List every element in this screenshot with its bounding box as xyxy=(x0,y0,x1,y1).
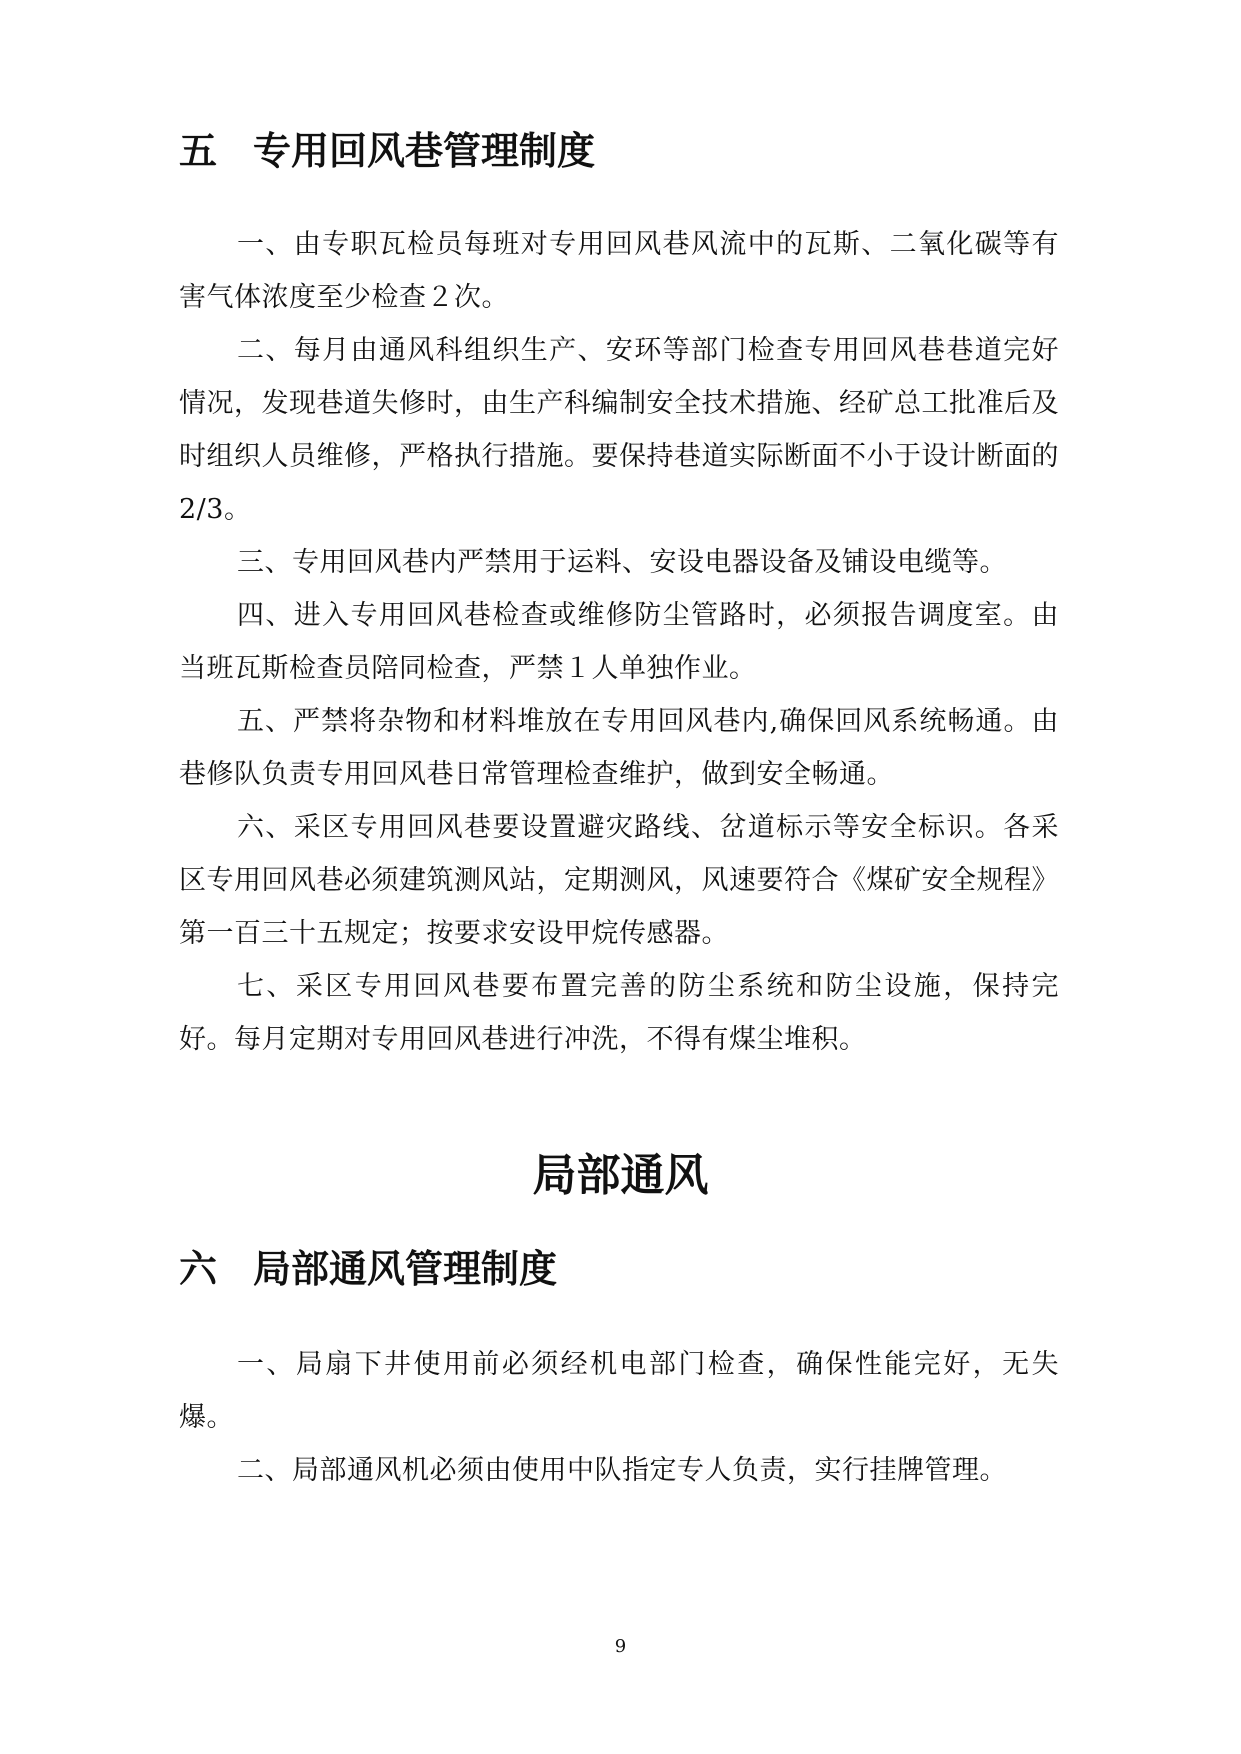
section5-paragraph-2: 二、每月由通风科组织生产、安环等部门检查专用回风巷巷道完好情况，发现巷道失修时，由生产科编制安全技术措施、经矿总工批准后及时组织人员维修，严格执行措施。要保持巷道实际断面不小于设计断面的2/3。 xyxy=(179,335,1059,525)
section5-paragraph-5: 五、严禁将杂物和材料堆放在专用回风巷内,确保回风系统畅通。由巷修队负责专用回风巷日常管理检查维护，做到安全畅通。 xyxy=(179,706,1059,790)
section6-heading-block xyxy=(179,1245,1059,1293)
section6-paragraph-1: 一、局扇下井使用前必须经机电部门检查，确保性能完好，无失爆。 xyxy=(179,1349,1059,1433)
section6-number: 六 xyxy=(179,1247,218,1291)
section5-heading-block xyxy=(179,127,1059,175)
section5-paragraph-1: 一、由专职瓦检员每班对专用回风巷风流中的瓦斯、二氧化碳等有害气体浓度至少检查２次。 xyxy=(179,229,1059,313)
section5-number: 五 xyxy=(179,129,218,173)
section6-paragraph-2: 二、局部通风机必须由使用中队指定专人负责，实行挂牌管理。 xyxy=(237,1455,1007,1486)
section6-body xyxy=(179,1338,1059,1497)
page-number: 9 xyxy=(614,1636,627,1657)
section6-heading xyxy=(179,1245,1059,1293)
section6-title: 局部通风管理制度 xyxy=(253,1247,558,1291)
section5-body xyxy=(179,218,1059,1066)
section5-heading xyxy=(179,127,1059,175)
section5-title: 专用回风巷管理制度 xyxy=(253,129,596,173)
part-title: 局部通风 xyxy=(532,1150,709,1201)
section5-paragraph-3: 三、专用回风巷内严禁用于运料、安设电器设备及铺设电缆等。 xyxy=(237,547,1007,578)
section5-paragraph-6: 六、采区专用回风巷要设置避灾路线、岔道标示等安全标识。各采区专用回风巷必须建筑测风站，定期测风，风速要符合《煤矿安全规程》第一百三十五规定；按要求安设甲烷传感器。 xyxy=(179,812,1059,949)
section5-paragraph-7: 七、采区专用回风巷要布置完善的防尘系统和防尘设施，保持完好。每月定期对专用回风巷进行冲洗，不得有煤尘堆积。 xyxy=(179,971,1059,1055)
section5-paragraph-4: 四、进入专用回风巷检查或维修防尘管路时，必须报告调度室。由当班瓦斯检查员陪同检查，严禁１人单独作业。 xyxy=(179,600,1059,684)
